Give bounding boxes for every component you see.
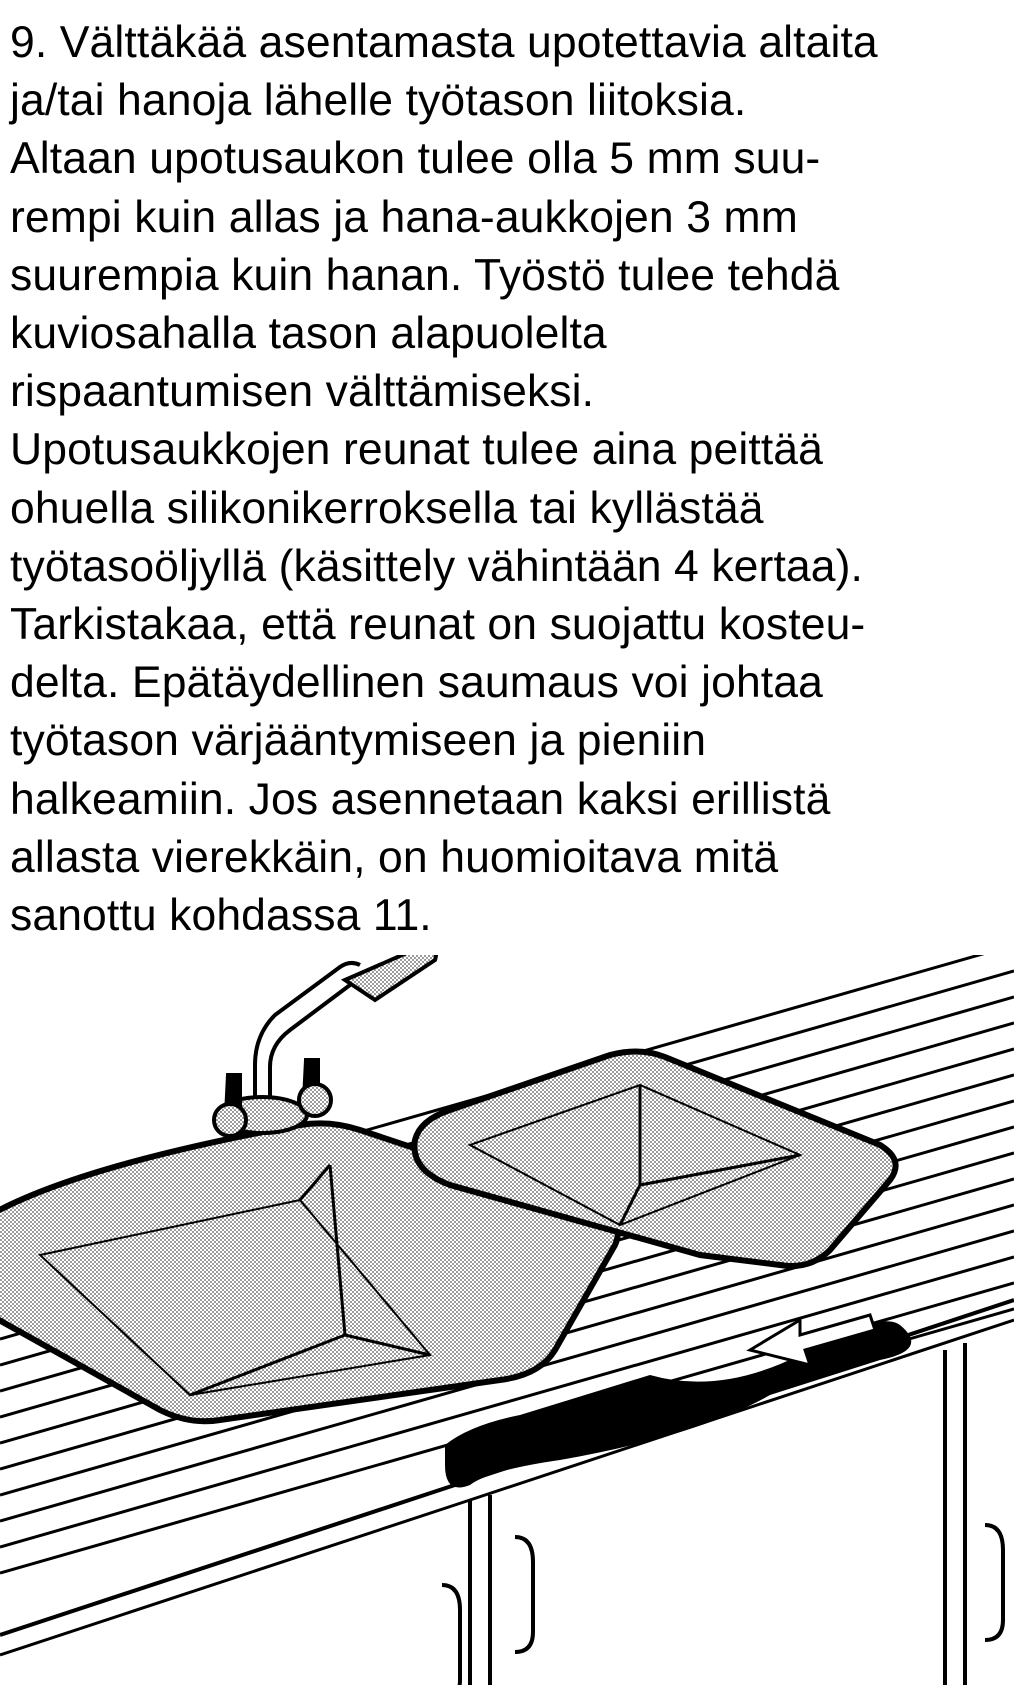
instruction-text	[10, 14, 1010, 945]
instruction-line: allasta vierekkäin, on huomioitava mitä	[10, 832, 779, 882]
instruction-line: rispaantumisen välttämiseksi.	[10, 367, 595, 417]
instruction-line: delta. Epätäydellinen saumaus voi johtaa	[10, 658, 823, 708]
instruction-line: sanottu kohdassa 11.	[10, 891, 432, 941]
instruction-line: halkeamiin. Jos asennetaan kaksi erillistä	[10, 774, 831, 824]
instruction-line: ja/tai hanoja lähelle työtason liitoksia.	[10, 76, 747, 126]
instruction-line: työtasoöljyllä (käsittely vähintään 4 kertaa).	[10, 541, 863, 591]
instruction-line: suurempia kuin hanan. Työstö tulee tehdä	[10, 250, 840, 300]
instruction-line: 9. Välttäkää asentamasta upotettavia altaita	[10, 18, 878, 67]
instruction-line: Upotusaukkojen reunat tulee aina peittää	[10, 425, 823, 475]
instruction-line: Tarkistakaa, että reunat on suojattu kosteu-	[10, 600, 866, 650]
faucet	[214, 955, 436, 1136]
sink-installation-illustration	[0, 955, 1014, 1685]
instruction-line: kuviosahalla tason alapuolelta	[10, 309, 607, 359]
instruction-line: Altaan upotusaukon tulee olla 5 mm suu-	[10, 134, 821, 184]
instruction-line: työtason värjääntymiseen ja pieniin	[10, 716, 707, 766]
instruction-line: rempi kuin allas ja hana-aukkojen 3 mm	[10, 192, 798, 242]
instruction-line: ohuella silikonikerroksella tai kyllästää	[10, 483, 764, 533]
cabinet-handles	[442, 1525, 1003, 1685]
